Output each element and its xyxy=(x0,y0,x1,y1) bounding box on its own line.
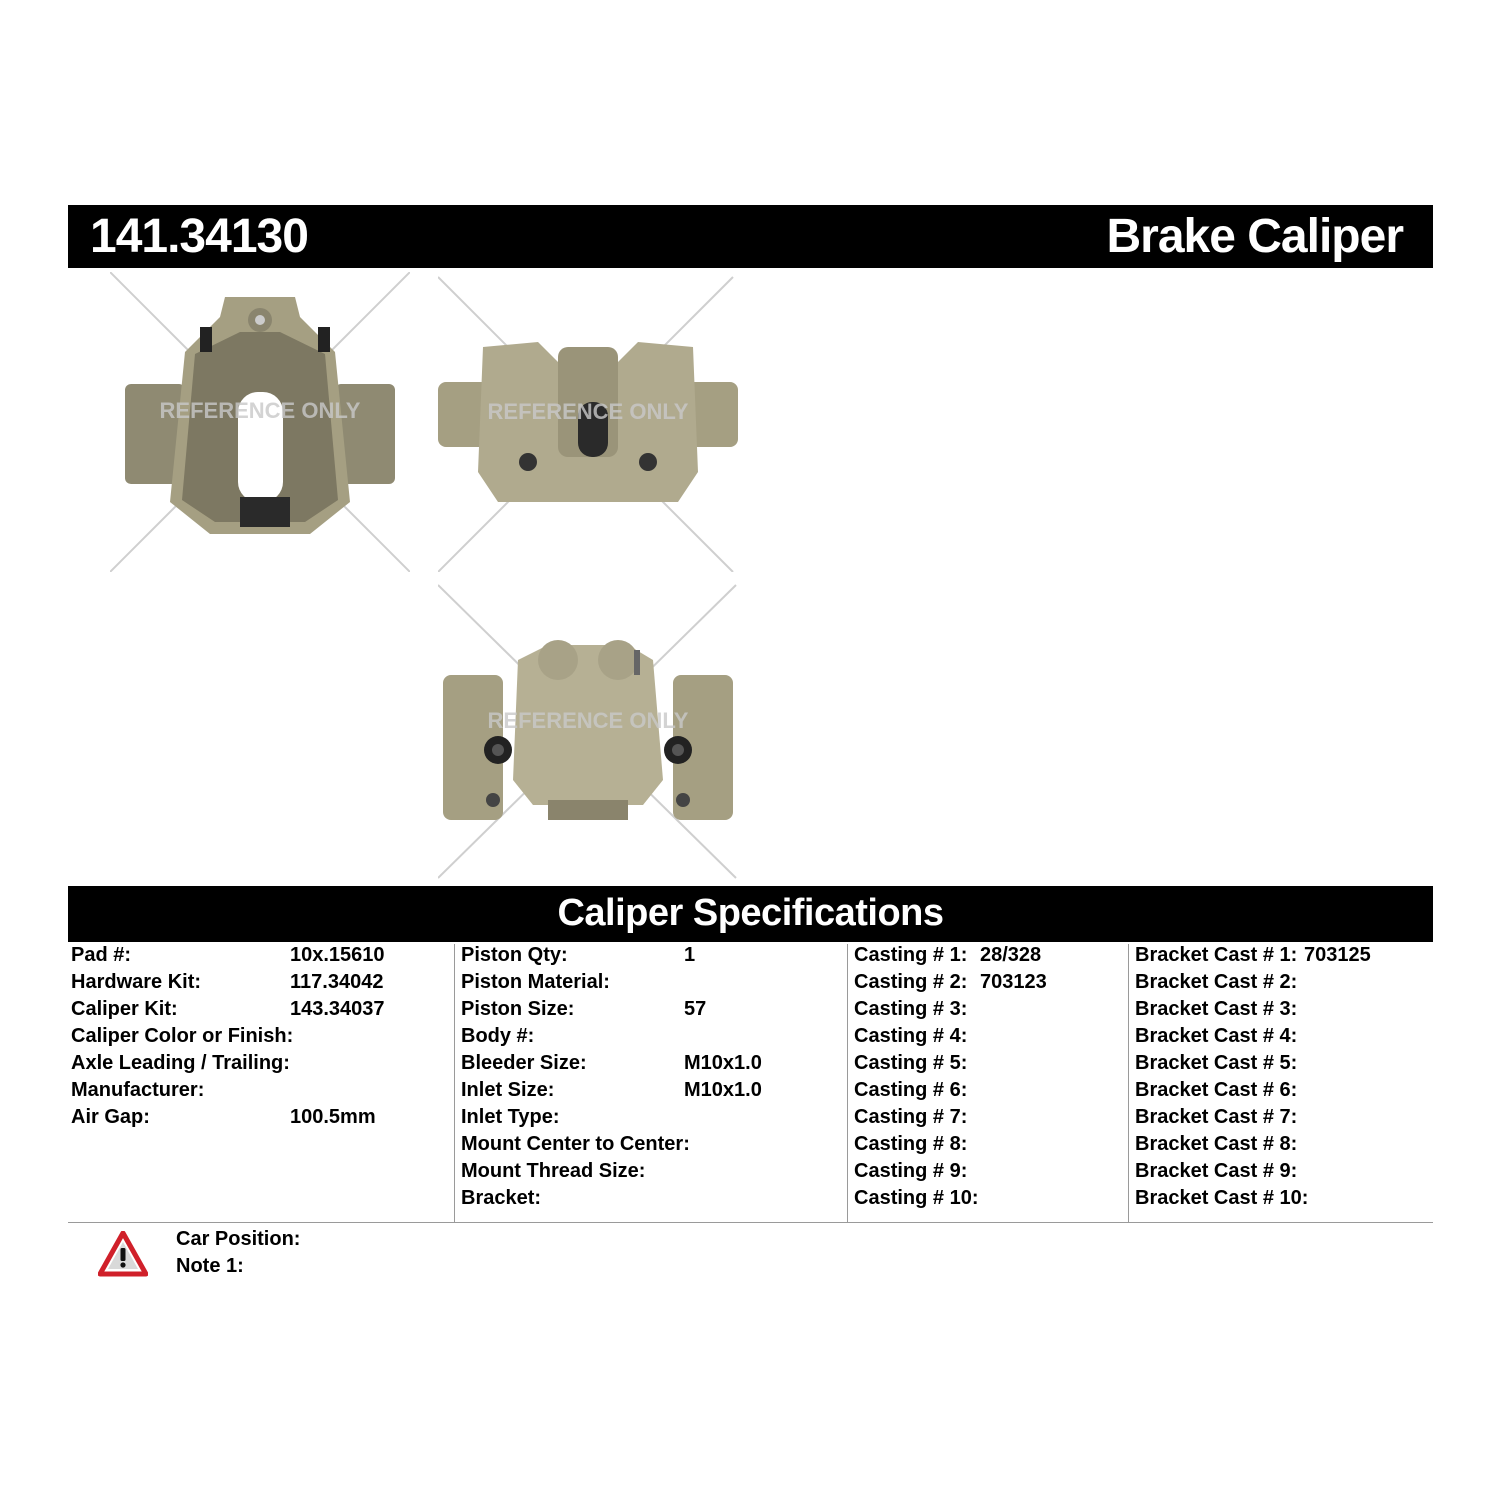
spec-label: Bracket Cast # 7: xyxy=(1135,1106,1298,1128)
spec-label: Bracket Cast # 4: xyxy=(1135,1025,1298,1047)
spec-label: Caliper Kit: xyxy=(71,998,178,1020)
spec-value: 10x.15610 xyxy=(290,944,385,966)
spec-label: Caliper Color or Finish: xyxy=(71,1025,294,1047)
spec-label: Body #: xyxy=(461,1025,535,1047)
header-bar xyxy=(68,205,1433,268)
warning-triangle-icon xyxy=(98,1231,148,1282)
spec-label: Bleeder Size: xyxy=(461,1052,587,1074)
specs-column-piston xyxy=(454,944,847,1222)
spec-label: Inlet Size: xyxy=(461,1079,555,1101)
spec-value: 57 xyxy=(684,998,707,1020)
spec-label: Air Gap: xyxy=(71,1106,150,1128)
watermark: REFERENCE ONLY xyxy=(487,399,689,424)
spec-label: Hardware Kit: xyxy=(71,971,202,993)
specs-title: Caliper Specifications xyxy=(557,892,944,934)
spec-label: Bracket Cast # 3: xyxy=(1135,998,1298,1020)
spec-label: Bracket Cast # 6: xyxy=(1135,1079,1298,1101)
spec-label: Casting # 9: xyxy=(854,1160,968,1182)
product-title: Brake Caliper xyxy=(1106,210,1403,263)
watermark: REFERENCE ONLY xyxy=(487,708,689,733)
spec-label: Inlet Type: xyxy=(461,1106,560,1128)
spec-label: Bracket Cast # 5: xyxy=(1135,1052,1298,1074)
spec-value: 1 xyxy=(684,944,696,966)
spec-label: Bracket Cast # 1: xyxy=(1135,944,1298,966)
spec-value: 703125 xyxy=(1304,944,1371,966)
spec-label: Casting # 1: xyxy=(854,944,968,966)
specs-column-general xyxy=(71,944,456,1222)
spec-value: 100.5mm xyxy=(290,1106,376,1128)
spec-label: Casting # 6: xyxy=(854,1079,968,1101)
notes-block xyxy=(176,1228,300,1282)
specs-bottom-divider xyxy=(68,1222,1433,1223)
spec-value: M10x1.0 xyxy=(684,1079,762,1101)
spec-label: Bracket Cast # 8: xyxy=(1135,1133,1298,1155)
spec-label: Casting # 2: xyxy=(854,971,968,993)
spec-label: Casting # 7: xyxy=(854,1106,968,1128)
spec-label: Casting # 3: xyxy=(854,998,968,1020)
specs-header-bar xyxy=(68,886,1433,942)
spec-label: Manufacturer: xyxy=(71,1079,205,1101)
spec-label: Casting # 10: xyxy=(854,1187,979,1209)
spec-label: Mount Center to Center: xyxy=(461,1133,690,1155)
caliper-photo-front xyxy=(438,580,738,880)
spec-label: Mount Thread Size: xyxy=(461,1160,646,1182)
spec-label: Piston Material: xyxy=(461,971,610,993)
spec-label: Piston Size: xyxy=(461,998,575,1020)
spec-label: Axle Leading / Trailing: xyxy=(71,1052,290,1074)
specs-table xyxy=(68,944,1433,1222)
spec-label: Bracket Cast # 9: xyxy=(1135,1160,1298,1182)
specs-column-casting xyxy=(847,944,1128,1222)
spec-label: Bracket: xyxy=(461,1187,542,1209)
spec-label: Casting # 5: xyxy=(854,1052,968,1074)
watermark: REFERENCE ONLY xyxy=(159,398,361,423)
caliper-photo-top xyxy=(438,272,738,572)
spec-label: Piston Qty: xyxy=(461,944,568,966)
spec-label: Casting # 8: xyxy=(854,1133,968,1155)
car-position-label: Car Position: xyxy=(176,1228,301,1250)
specs-column-bracket-cast xyxy=(1128,944,1433,1222)
spec-label: Bracket Cast # 10: xyxy=(1135,1187,1309,1209)
spec-value: 28/328 xyxy=(980,944,1042,966)
spec-value: M10x1.0 xyxy=(684,1052,762,1074)
spec-value: 143.34037 xyxy=(290,998,385,1020)
spec-label: Casting # 4: xyxy=(854,1025,968,1047)
spec-label: Pad #: xyxy=(71,944,132,966)
part-number: 141.34130 xyxy=(90,210,308,263)
note-1-label: Note 1: xyxy=(176,1255,244,1277)
caliper-photo-back xyxy=(110,272,410,572)
spec-value: 117.34042 xyxy=(290,971,384,993)
spec-value: 703123 xyxy=(980,971,1047,993)
spec-label: Bracket Cast # 2: xyxy=(1135,971,1298,993)
